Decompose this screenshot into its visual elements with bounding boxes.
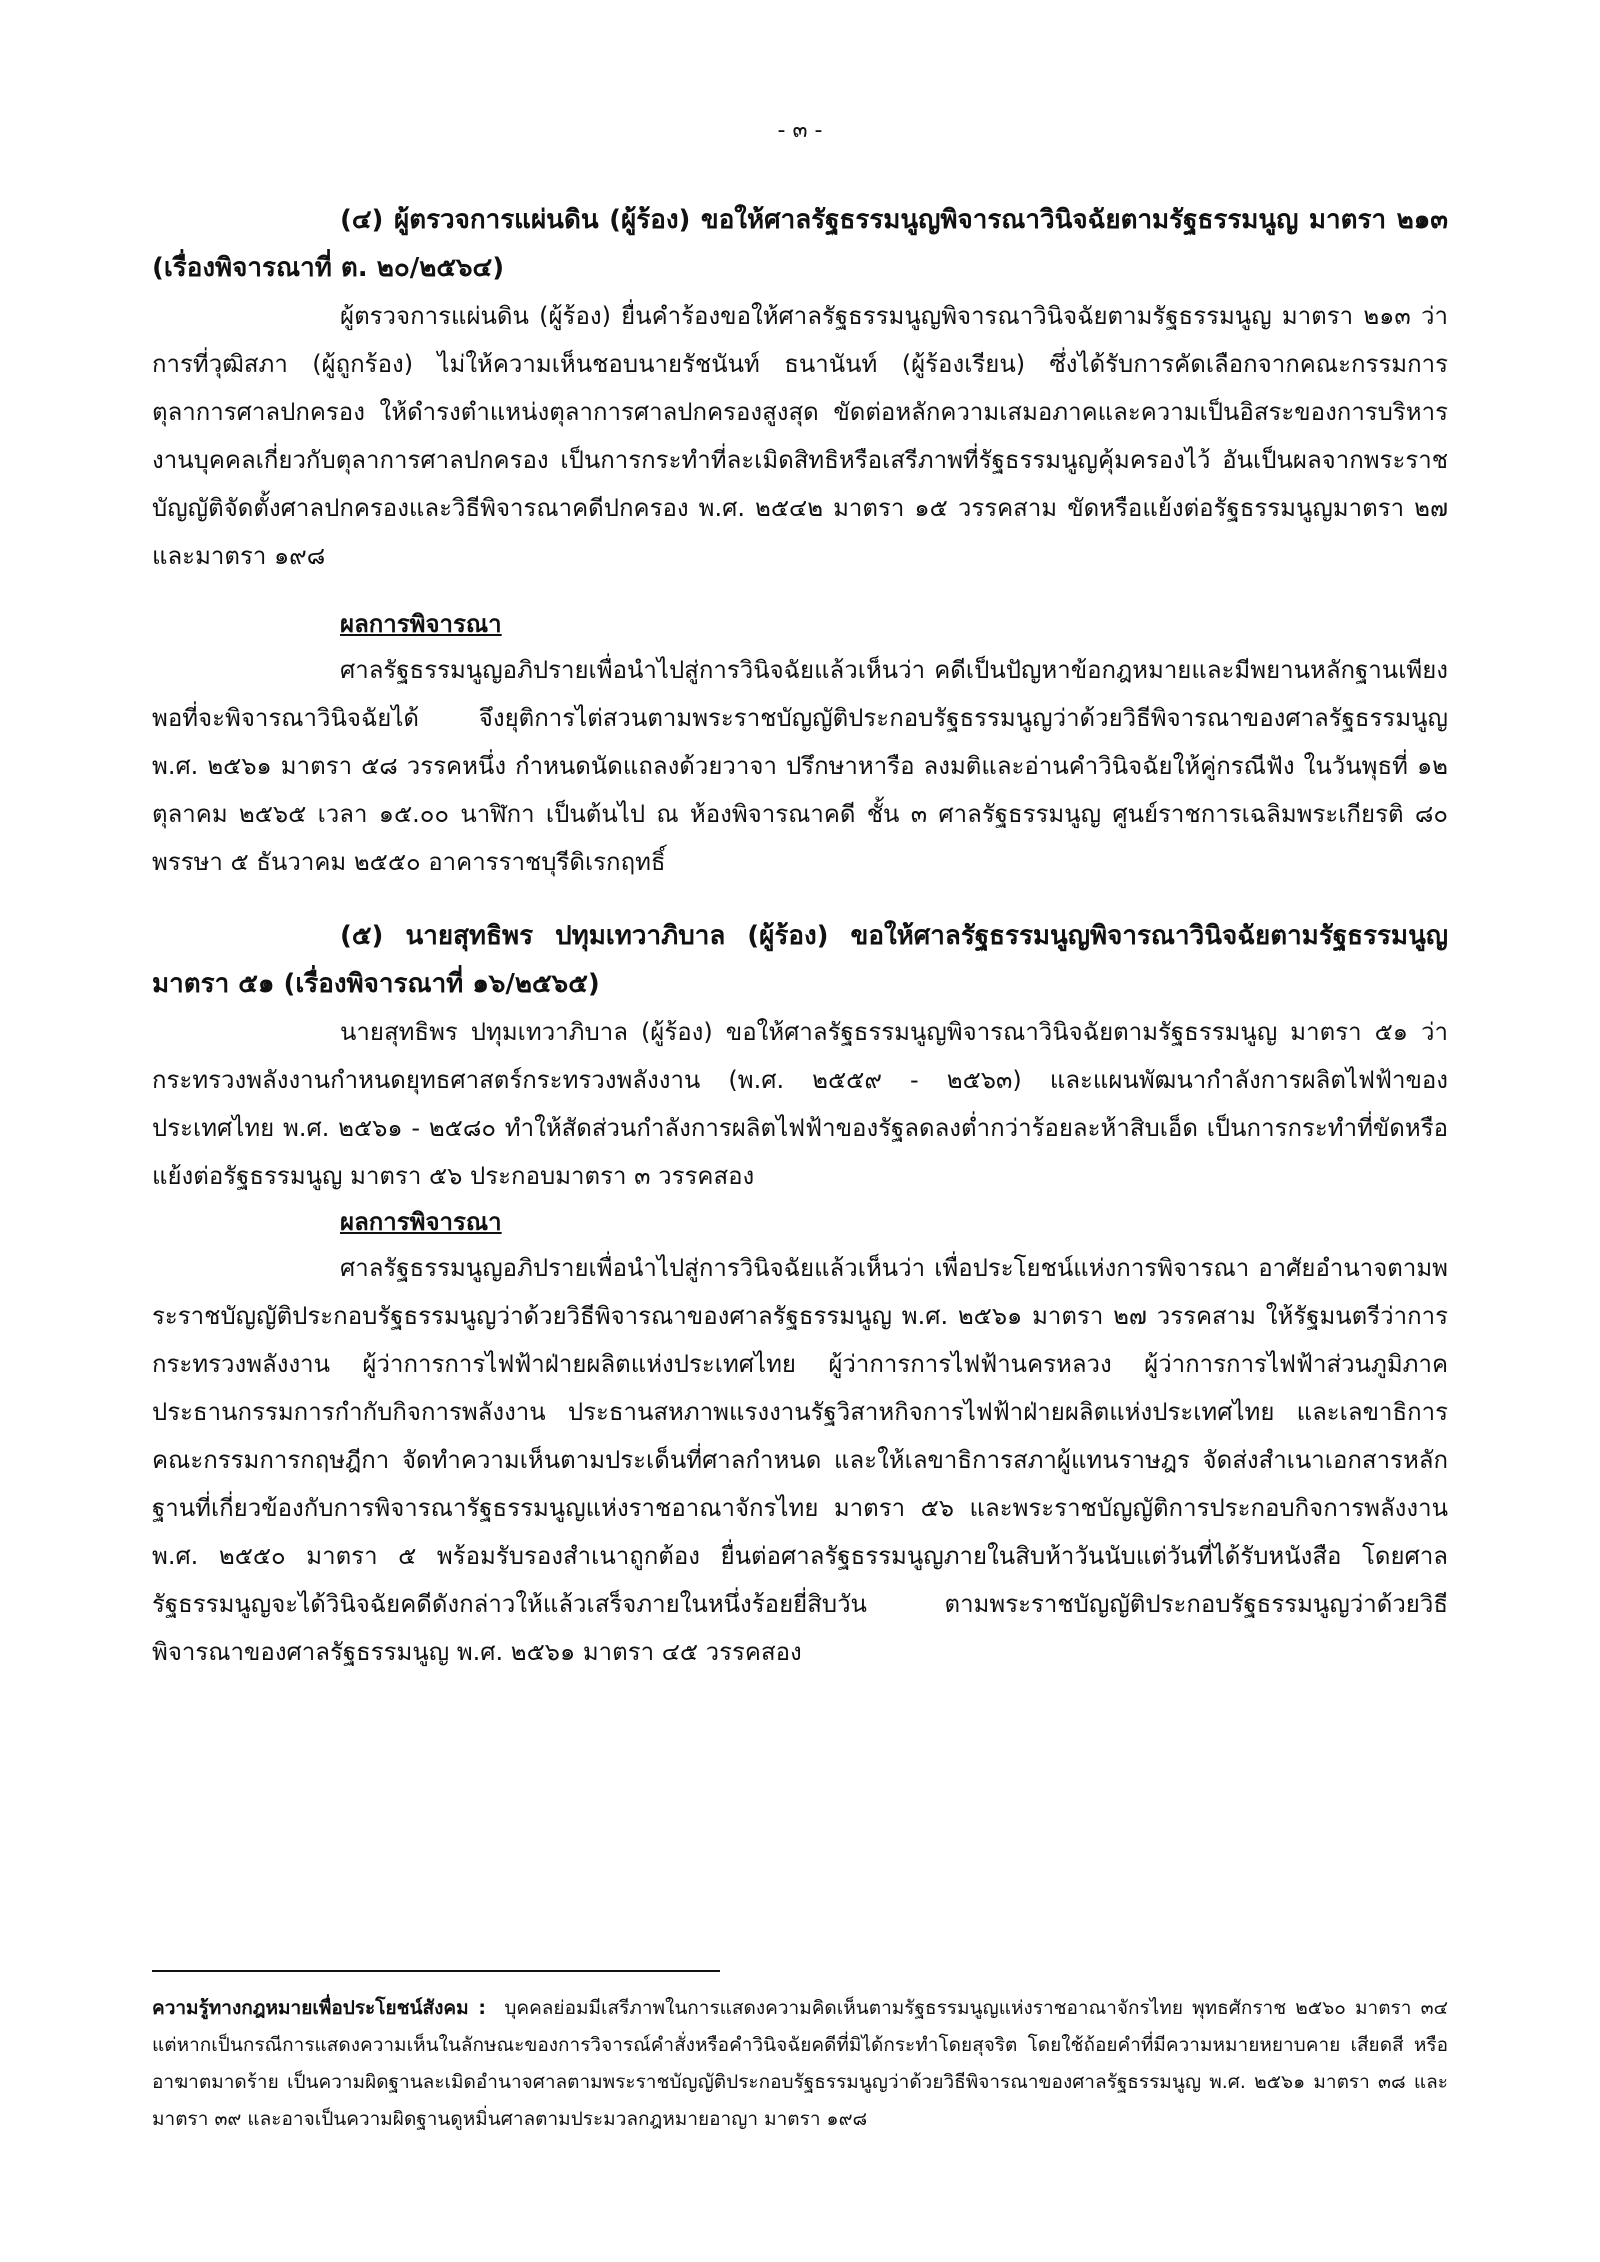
case-4-result: ศาลรัฐธรรมนูญอภิปรายเพื่อนำไปสู่การวินิจฉัยแล้วเห็นว่า คดีเป็นปัญหาข้อกฎหมายและมีพยานหลักฐานเพียงพอที่จะพิจารณาวินิจฉัยได้ จึงยุติการไต่สวนตามพระราชบัญญัติประกอบรัฐธรรมนูญว่าด้วยวิธีพิจารณาของศาลรัฐธรรมนูญ พ.ศ. ๒๕๖๑ มาตรา ๕๘ วรรคหนึ่ง กำหนดนัดแถลงด้วยวาจา ปรึกษาหารือ ลงมติและอ่านคำวินิจฉัยให้คู่กรณีฟัง ในวันพุธที่ ๑๒ ตุลาคม ๒๕๖๕ เวลา ๑๕.๐๐ นาฬิกา เป็นต้นไป ณ ห้องพิจารณาคดี ชั้น ๓ ศาลรัฐธรรมนูญ ศูนย์ราชการเฉลิมพระเกียรติ ๘๐ พรรษา ๕ ธันวาคม ๒๕๕๐ อาคารราชบุรีดิเรกฤทธิ์ bbox=[152, 656, 1448, 876]
case-4-summary: ผู้ตรวจการแผ่นดิน (ผู้ร้อง) ยื่นคำร้องขอให้ศาลรัฐธรรมนูญพิจารณาวินิจฉัยตามรัฐธรรมนูญ มาตรา ๒๑๓ ว่า การที่วุฒิสภา (ผู้ถูกร้อง) ไม่ให้ความเห็นชอบนายรัชนันท์ ธนานันท์ (ผู้ร้องเรียน) ซึ่งได้รับการคัดเลือกจากคณะกรรมการตุลาการศาลปกครอง ให้ดำรงตำแหน่งตุลาการศาลปกครองสูงสุด ขัดต่อหลักความเสมอภาคและความเป็นอิสระของการบริหารงานบุคคลเกี่ยวกับตุลาการศาลปกครอง เป็นการกระทำที่ละเมิดสิทธิหรือเสรีภาพที่รัฐธรรมนูญคุ้มครองไว้ อันเป็นผลจากพระราชบัญญัติจัดตั้งศาลปกครองและวิธีพิจารณาคดีปกครอง พ.ศ. ๒๕๔๒ มาตรา ๑๕ วรรคสาม ขัดหรือแย้งต่อรัฐธรรมนูญมาตรา ๒๗ และมาตรา ๑๙๘ bbox=[152, 302, 1448, 570]
case-5-section bbox=[152, 912, 1448, 1676]
case-4-heading: (๔) ผู้ตรวจการแผ่นดิน (ผู้ร้อง) ขอให้ศาลรัฐธรรมนูญพิจารณาวินิจฉัยตามรัฐธรรมนูญ มาตรา ๒๑๓ (เรื่องพิจารณาที่ ต. ๒๐/๒๕๖๔) bbox=[152, 205, 1448, 283]
case-5-heading: (๕) นายสุทธิพร ปทุมเทวาภิบาล (ผู้ร้อง) ขอให้ศาลรัฐธรรมนูญพิจารณาวินิจฉัยตามรัฐธรรมนูญ มาตรา ๕๑ (เรื่องพิจารณาที่ ๑๖/๒๕๖๕) bbox=[152, 921, 1448, 999]
document-page bbox=[152, 0, 1448, 2262]
footnote-label: ความรู้ทางกฎหมายเพื่อประโยชน์สังคม : bbox=[152, 1997, 486, 2019]
footnote-text: บุคคลย่อมมีเสรีภาพในการแสดงความคิดเห็นตามรัฐธรรมนูญแห่งราชอาณาจักรไทย พุทธศักราช ๒๕๖๐ มาตรา ๓๔ แต่หากเป็นกรณีการแสดงความเห็นในลักษณะของการวิจารณ์คำสั่งหรือคำวินิจฉัยคดีที่มิได้กระทำโดยสุจริต โดยใช้ถ้อยคำที่มีความหมายหยาบคาย เสียดสี หรืออาฆาตมาดร้าย เป็นความผิดฐานละเมิดอำนาจศาลตามพระราชบัญญัติประกอบรัฐธรรมนูญว่าด้วยวิธีพิจารณาของศาลรัฐธรรมนูญ พ.ศ. ๒๕๖๑ มาตรา ๓๘ และมาตรา ๓๙ และอาจเป็นความผิดฐานดูหมิ่นศาลตามประมวลกฎหมายอาญา มาตรา ๑๙๘ bbox=[152, 1997, 1448, 2130]
case-4-section bbox=[152, 196, 1448, 886]
page-number: - ๓ - bbox=[777, 118, 823, 143]
footnote bbox=[152, 1990, 1448, 2138]
document-body bbox=[152, 196, 1448, 1676]
footnote-separator bbox=[152, 1970, 720, 1972]
case-5-result: ศาลรัฐธรรมนูญอภิปรายเพื่อนำไปสู่การวินิจฉัยแล้วเห็นว่า เพื่อประโยชน์แห่งการพิจารณา อาศัยอำนาจตามพระราชบัญญัติประกอบรัฐธรรมนูญว่าด้วยวิธีพิจารณาของศาลรัฐธรรมนูญ พ.ศ. ๒๕๖๑ มาตรา ๒๗ วรรคสาม ให้รัฐมนตรีว่าการกระทรวงพลังงาน ผู้ว่าการการไฟฟ้าฝ่ายผลิตแห่งประเทศไทย ผู้ว่าการการไฟฟ้านครหลวง ผู้ว่าการการไฟฟ้าส่วนภูมิภาค ประธานกรรมการกำกับกิจการพลังงาน ประธานสหภาพแรงงานรัฐวิสาหกิจการไฟฟ้าฝ่ายผลิตแห่งประเทศไทย และเลขาธิการคณะกรรมการกฤษฎีกา จัดทำความเห็นตามประเด็นที่ศาลกำหนด และให้เลขาธิการสภาผู้แทนราษฎร จัดส่งสำเนาเอกสารหลักฐานที่เกี่ยวข้องกับการพิจารณารัฐธรรมนูญแห่งราชอาณาจักรไทย มาตรา ๕๖ และพระราชบัญญัติการประกอบกิจการพลังงาน พ.ศ. ๒๕๕๐ มาตรา ๕ พร้อมรับรองสำเนาถูกต้อง ยื่นต่อศาลรัฐธรรมนูญภายในสิบห้าวันนับแต่วันที่ได้รับหนังสือ โดยศาลรัฐธรรมนูญจะได้วินิจฉัยคดีดังกล่าวให้แล้วเสร็จภายในหนึ่งร้อยยี่สิบวัน ตามพระราชบัญญัติประกอบรัฐธรรมนูญว่าด้วยวิธีพิจารณาของศาลรัฐธรรมนูญ พ.ศ. ๒๕๖๑ มาตรา ๔๕ วรรคสอง bbox=[152, 1254, 1448, 1666]
case-5-summary: นายสุทธิพร ปทุมเทวาภิบาล (ผู้ร้อง) ขอให้ศาลรัฐธรรมนูญพิจารณาวินิจฉัยตามรัฐธรรมนูญ มาตรา ๕๑ ว่า กระทรวงพลังงานกำหนดยุทธศาสตร์กระทรวงพลังงาน (พ.ศ. ๒๕๕๙ - ๒๕๖๓) และแผนพัฒนากำลังการผลิตไฟฟ้าของประเทศไทย พ.ศ. ๒๕๖๑ - ๒๕๘๐ ทำให้สัดส่วนกำลังการผลิตไฟฟ้าของรัฐลดลงต่ำกว่าร้อยละห้าสิบเอ็ด เป็นการกระทำที่ขัดหรือแย้งต่อรัฐธรรมนูญ มาตรา ๕๖ ประกอบมาตรา ๓ วรรคสอง bbox=[152, 1018, 1448, 1190]
case-5-result-label: ผลการพิจารณา bbox=[340, 1208, 502, 1236]
case-4-result-label: ผลการพิจารณา bbox=[340, 610, 502, 638]
